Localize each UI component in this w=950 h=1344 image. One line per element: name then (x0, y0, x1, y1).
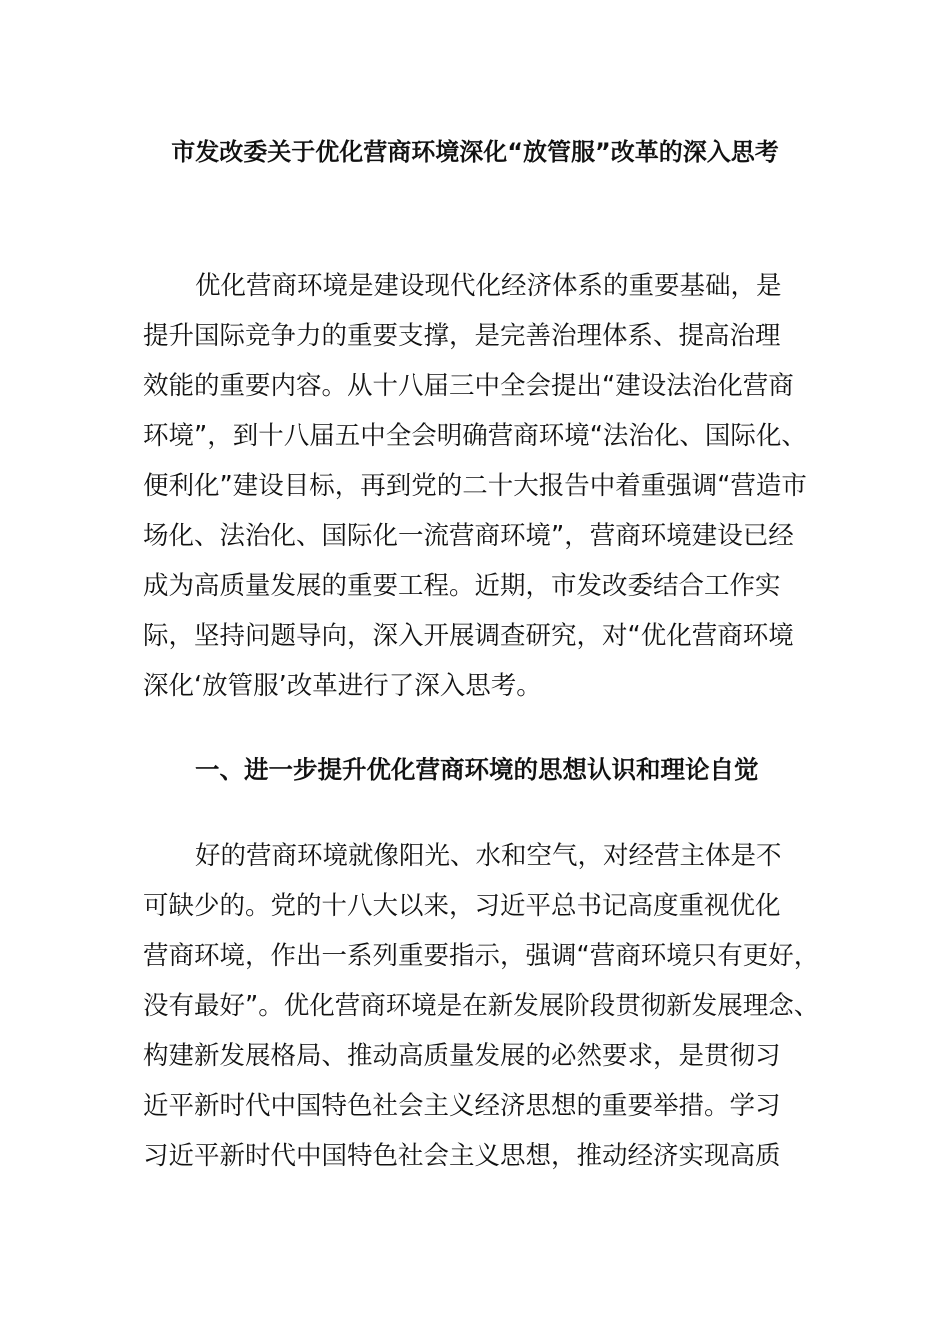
paragraph-line: 提升国际竞争力的重要支撑，是完善治理体系、提高治理 (143, 321, 781, 351)
paragraph-line: 好的营商环境就像阳光、水和空气，对经营主体是不 (195, 841, 782, 871)
document-title: 市发改委关于优化营商环境深化“放管服”改革的深入思考 (171, 138, 779, 166)
paragraph-line: 构建新发展格局、推动高质量发展的必然要求，是贯彻习 (143, 1041, 781, 1071)
paragraph-line: 成为高质量发展的重要工程。近期，市发改委结合工作实 (143, 571, 781, 601)
paragraph-line: 可缺少的。党的十八大以来，习近平总书记高度重视优化 (143, 891, 781, 921)
paragraph-line: 场化、法治化、国际化一流营商环境”，营商环境建设已经 (143, 521, 794, 551)
paragraph-line: 习近平新时代中国特色社会主义思想，推动经济实现高质 (143, 1141, 781, 1171)
paragraph-line: 近平新时代中国特色社会主义经济思想的重要举措。学习 (143, 1091, 781, 1121)
paragraph-line: 便利化”建设目标，再到党的二十大报告中着重强调“营造市 (143, 471, 807, 501)
section-heading: 一、进一步提升优化营商环境的思想认识和理论自觉 (195, 755, 759, 784)
paragraph-line: 没有最好”。优化营商环境是在新发展阶段贯彻新发展理念、 (143, 991, 820, 1021)
paragraph-line: 深化‘放管服’改革进行了深入思考。 (143, 671, 542, 701)
paragraph-line: 环境”，到十八届五中全会明确营商环境“法治化、国际化、 (143, 421, 807, 451)
paragraph-line: 营商环境，作出一系列重要指示，强调“营商环境只有更好， (143, 941, 820, 971)
paragraph-line: 优化营商环境是建设现代化经济体系的重要基础，是 (195, 271, 782, 301)
paragraph-line: 效能的重要内容。从十八届三中全会提出“建设法治化营商 (143, 371, 794, 401)
paragraph-line: 际，坚持问题导向，深入开展调查研究，对“优化营商环境 (143, 621, 794, 651)
